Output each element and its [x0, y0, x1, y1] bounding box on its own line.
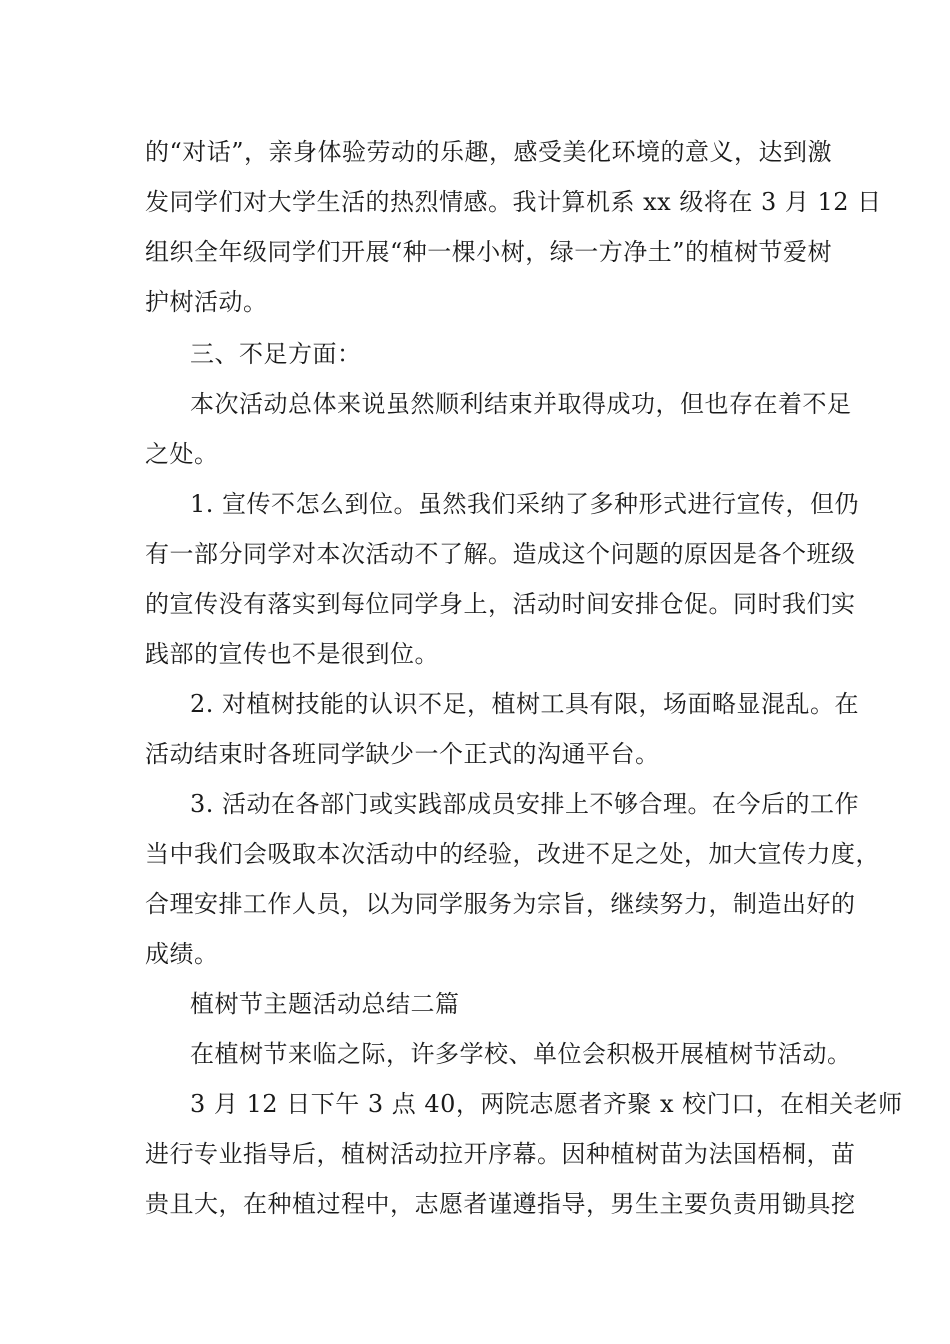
body-text-line: 的“对话”，亲身体验劳动的乐趣，感受美化环境的意义，达到激	[145, 138, 833, 166]
body-text-line: 在植树节来临之际，许多学校、单位会积极开展植树节活动。	[190, 1040, 852, 1068]
section-heading: 三、不足方面：	[190, 340, 362, 368]
list-item-line: 1. 宣传不怎么到位。虽然我们采纳了多种形式进行宣传，但仍	[190, 490, 860, 518]
body-text-line: 有一部分同学对本次活动不了解。造成这个问题的原因是各个班级	[145, 540, 856, 568]
body-text-line: 进行专业指导后，植树活动拉开序幕。因种植树苗为法国梧桐，苗	[145, 1140, 856, 1168]
body-text-line: 本次活动总体来说虽然顺利结束并取得成功，但也存在着不足	[190, 390, 852, 418]
list-item-line: 3. 活动在各部门或实践部成员安排上不够合理。在今后的工作	[190, 790, 860, 818]
section-title: 植树节主题活动总结二篇	[190, 990, 460, 1018]
body-text-line: 当中我们会吸取本次活动中的经验，改进不足之处，加大宣传力度，	[145, 840, 880, 868]
body-text-line: 合理安排工作人员，以为同学服务为宗旨，继续努力，制造出好的	[145, 890, 856, 918]
list-item-line: 2. 对植树技能的认识不足，植树工具有限，场面略显混乱。在	[190, 690, 860, 718]
body-text-line: 践部的宣传也不是很到位。	[145, 640, 439, 668]
body-text-line: 成绩。	[145, 940, 219, 968]
body-text-line: 活动结束时各班同学缺少一个正式的沟通平台。	[145, 740, 660, 768]
body-text-line: 贵且大，在种植过程中，志愿者谨遵指导，男生主要负责用锄具挖	[145, 1190, 856, 1218]
body-text-line: 的宣传没有落实到每位同学身上，活动时间安排仓促。同时我们实	[145, 590, 856, 618]
body-text-line: 发同学们对大学生活的热烈情感。我计算机系 xx 级将在 3 月 12 日	[145, 188, 882, 216]
body-text-line: 3 月 12 日下午 3 点 40，两院志愿者齐聚 x 校门口，在相关老师	[190, 1090, 903, 1118]
body-text-line: 组织全年级同学们开展“种一棵小树，绿一方净土”的植树节爱树	[145, 238, 833, 266]
body-text-line: 护树活动。	[145, 288, 268, 316]
body-text-line: 之处。	[145, 440, 219, 468]
